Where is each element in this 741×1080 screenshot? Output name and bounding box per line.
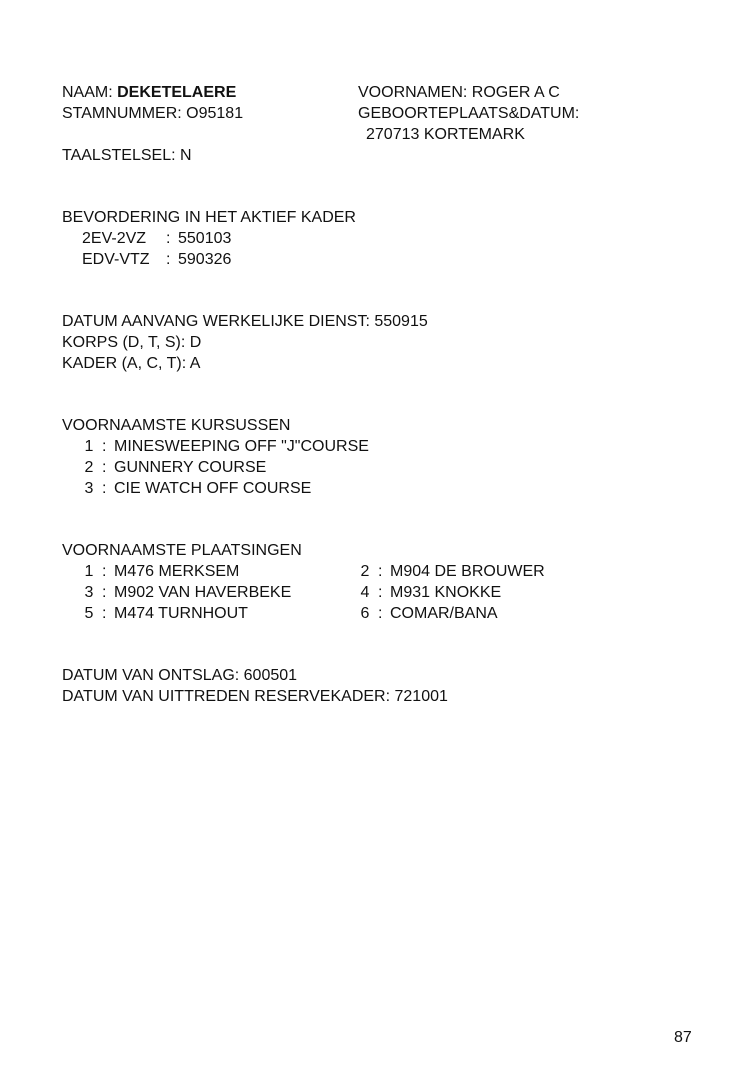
colon: : — [102, 480, 107, 497]
kursus-num: 1 — [84, 438, 94, 455]
bevordering-date: 550103 — [178, 230, 232, 247]
bevordering-rank: EDV-VTZ — [82, 251, 150, 268]
colon: : — [166, 251, 171, 268]
kursus-item — [76, 478, 311, 499]
kursus-num: 3 — [84, 480, 94, 497]
plaatsingen-title: VOORNAAMSTE PLAATSINGEN — [62, 542, 302, 559]
datum-uittreden: DATUM VAN UITTREDEN RESERVEKADER: 721001 — [62, 688, 448, 705]
taalstelsel-label: TAALSTELSEL: — [62, 147, 176, 164]
plaatsing-item — [76, 582, 291, 603]
bevordering-row — [82, 228, 231, 249]
stamnummer-line — [62, 103, 243, 124]
page-number: 87 — [674, 1029, 692, 1046]
plaatsing-num: 1 — [84, 563, 94, 580]
plaatsing-text: M931 KNOKKE — [390, 584, 502, 601]
voornamen-line — [358, 82, 560, 103]
kader: KADER (A, C, T): A — [62, 355, 201, 372]
naam-value: DEKETELAERE — [117, 84, 237, 101]
bevordering-title: BEVORDERING IN HET AKTIEF KADER — [62, 209, 356, 226]
kursus-text: CIE WATCH OFF COURSE — [114, 480, 312, 497]
plaatsing-text: M474 TURNHOUT — [114, 605, 248, 622]
kursus-text: MINESWEEPING OFF "J"COURSE — [114, 438, 369, 455]
taalstelsel-line — [62, 145, 192, 166]
plaatsing-text: M902 VAN HAVERBEKE — [114, 584, 292, 601]
plaatsing-item — [76, 603, 248, 624]
voornamen-label: VOORNAMEN: — [358, 84, 468, 101]
plaatsing-num: 5 — [84, 605, 94, 622]
plaatsing-num: 2 — [360, 563, 370, 580]
plaatsing-item — [352, 561, 545, 582]
plaatsing-text: M904 DE BROUWER — [390, 563, 545, 580]
colon: : — [378, 584, 383, 601]
bevordering-rank: 2EV-2VZ — [82, 230, 147, 247]
bevordering-row — [82, 249, 231, 270]
stamnummer-value: O95181 — [186, 105, 244, 122]
stamnummer-label: STAMNUMMER: — [62, 105, 182, 122]
colon: : — [102, 459, 107, 476]
kursus-item — [76, 436, 369, 457]
plaatsing-num: 3 — [84, 584, 94, 601]
naam-label: NAAM: — [62, 84, 113, 101]
naam-line — [62, 82, 236, 103]
colon: : — [166, 230, 171, 247]
colon: : — [378, 563, 383, 580]
plaatsing-num: 6 — [360, 605, 370, 622]
plaatsing-text: M476 MERKSEM — [114, 563, 240, 580]
colon: : — [102, 563, 107, 580]
plaatsing-num: 4 — [360, 584, 370, 601]
colon: : — [102, 605, 107, 622]
bevordering-date: 590326 — [178, 251, 232, 268]
datum-ontslag: DATUM VAN ONTSLAG: 600501 — [62, 667, 298, 684]
geboorte-label: GEBOORTEPLAATS&DATUM: — [358, 105, 580, 122]
korps: KORPS (D, T, S): D — [62, 334, 202, 351]
plaatsing-item — [352, 582, 501, 603]
voornamen-value: ROGER A C — [471, 84, 560, 101]
kursussen-title: VOORNAAMSTE KURSUSSEN — [62, 417, 291, 434]
colon: : — [102, 438, 107, 455]
kursus-item — [76, 457, 266, 478]
kursus-num: 2 — [84, 459, 94, 476]
kursus-text: GUNNERY COURSE — [114, 459, 267, 476]
aanvang-dienst: DATUM AANVANG WERKELIJKE DIENST: 550915 — [62, 313, 428, 330]
colon: : — [102, 584, 107, 601]
plaatsing-text: COMAR/BANA — [390, 605, 498, 622]
plaatsing-item — [76, 561, 239, 582]
plaatsing-item — [352, 603, 498, 624]
colon: : — [378, 605, 383, 622]
geboorte-value: 270713 KORTEMARK — [366, 126, 525, 143]
taalstelsel-value: N — [179, 147, 192, 164]
